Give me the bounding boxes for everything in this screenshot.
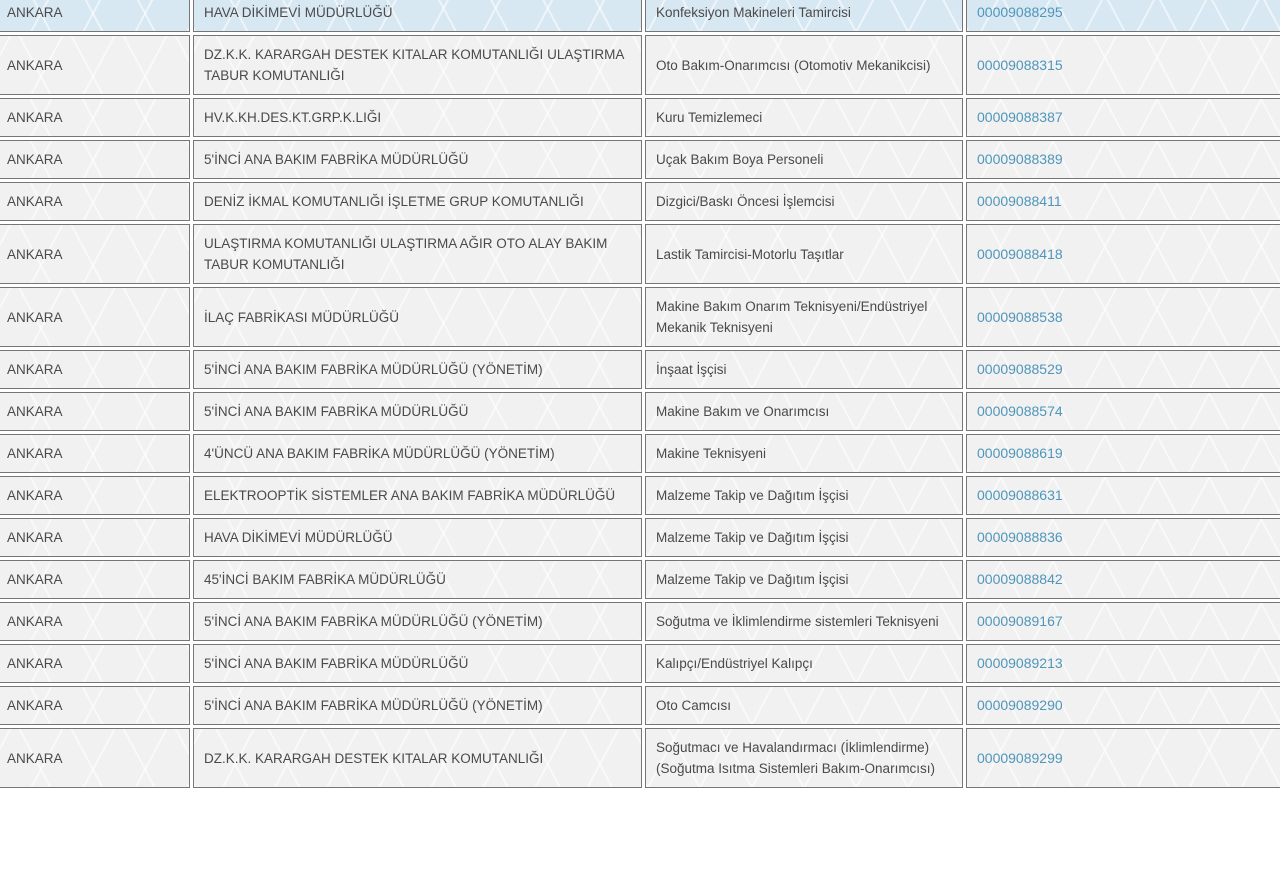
table-row[interactable] <box>0 98 1280 137</box>
city-label: ANKARA <box>7 194 63 209</box>
city-cell <box>0 140 190 179</box>
listing-code-link[interactable]: 00009088842 <box>977 571 1063 587</box>
organization-cell <box>193 182 642 221</box>
organization-label: 5'İNCİ ANA BAKIM FABRİKA MÜDÜRLÜĞÜ <box>204 152 469 167</box>
organization-cell <box>193 224 642 284</box>
table-row[interactable] <box>0 728 1280 788</box>
city-label: ANKARA <box>7 110 63 125</box>
job-title-cell <box>645 434 963 473</box>
job-title-label: Makine Bakım Onarım Teknisyeni/Endüstriyel Mekanik Teknisyeni <box>656 299 928 335</box>
table-row[interactable] <box>0 434 1280 473</box>
listing-code-cell <box>966 140 1280 179</box>
job-title-label: Dizgici/Baskı Öncesi İşlemcisi <box>656 194 835 209</box>
city-label: ANKARA <box>7 530 63 545</box>
organization-label: 5'İNCİ ANA BAKIM FABRİKA MÜDÜRLÜĞÜ (YÖNETİM) <box>204 362 543 377</box>
city-cell <box>0 392 190 431</box>
job-title-label: Oto Bakım-Onarımcısı (Otomotiv Mekanikcisi) <box>656 57 931 73</box>
table-row[interactable] <box>0 224 1280 284</box>
listing-code-cell <box>966 0 1280 32</box>
job-title-label: Malzeme Takip ve Dağıtım İşçisi <box>656 530 849 545</box>
city-label: ANKARA <box>7 698 63 713</box>
job-title-cell <box>645 476 963 515</box>
listing-code-link[interactable]: 00009089290 <box>977 697 1063 713</box>
organization-cell <box>193 728 642 788</box>
listing-code-link[interactable]: 00009088387 <box>977 109 1063 125</box>
listing-code-cell <box>966 182 1280 221</box>
job-title-label: İnşaat İşçisi <box>656 362 727 377</box>
listing-code-link[interactable]: 00009088389 <box>977 151 1063 167</box>
listing-code-cell <box>966 224 1280 284</box>
city-label: ANKARA <box>7 488 63 503</box>
city-label: ANKARA <box>7 656 63 671</box>
organization-label: 5'İNCİ ANA BAKIM FABRİKA MÜDÜRLÜĞÜ (YÖNETİM) <box>204 698 543 713</box>
listing-code-link[interactable]: 00009088295 <box>977 4 1063 20</box>
city-cell <box>0 644 190 683</box>
city-cell <box>0 560 190 599</box>
job-title-cell <box>645 0 963 32</box>
city-cell <box>0 686 190 725</box>
organization-cell <box>193 35 642 95</box>
city-label: ANKARA <box>7 5 63 20</box>
organization-cell <box>193 140 642 179</box>
organization-cell <box>193 392 642 431</box>
listing-code-cell <box>966 350 1280 389</box>
organization-label: DZ.K.K. KARARGAH DESTEK KITALAR KOMUTANLIĞI <box>204 750 544 766</box>
organization-cell <box>193 98 642 137</box>
job-title-cell <box>645 644 963 683</box>
listing-code-link[interactable]: 00009089299 <box>977 749 1063 766</box>
listing-code-cell <box>966 287 1280 347</box>
city-cell <box>0 0 190 32</box>
listing-code-link[interactable]: 00009089167 <box>977 613 1063 629</box>
table-row[interactable] <box>0 35 1280 95</box>
city-label: ANKARA <box>7 362 63 377</box>
job-title-label: Kalıpçı/Endüstriyel Kalıpçı <box>656 656 813 671</box>
table-row[interactable] <box>0 518 1280 557</box>
city-cell <box>0 35 190 95</box>
job-title-label: Soğutmacı ve Havalandırmacı (İklimlendirme)(Soğutma Isıtma Sistemleri Bakım-Onarımcısı) <box>656 740 936 776</box>
city-cell <box>0 224 190 284</box>
organization-cell <box>193 350 642 389</box>
organization-label: İLAÇ FABRİKASI MÜDÜRLÜĞÜ <box>204 309 400 325</box>
table-row[interactable] <box>0 602 1280 641</box>
organization-label: HV.K.KH.DES.KT.GRP.K.LIĞI <box>204 110 382 125</box>
organization-cell <box>193 0 642 32</box>
listing-code-cell <box>966 644 1280 683</box>
table-row[interactable] <box>0 0 1280 32</box>
city-label: ANKARA <box>7 246 63 262</box>
city-label: ANKARA <box>7 750 63 766</box>
table-row[interactable] <box>0 287 1280 347</box>
listing-code-link[interactable]: 00009088538 <box>977 308 1063 325</box>
city-cell <box>0 287 190 347</box>
organization-cell <box>193 560 642 599</box>
city-label: ANKARA <box>7 152 63 167</box>
city-label: ANKARA <box>7 404 63 419</box>
organization-label: 5'İNCİ ANA BAKIM FABRİKA MÜDÜRLÜĞÜ (YÖNETİM) <box>204 614 543 629</box>
table-row[interactable] <box>0 140 1280 179</box>
job-title-cell <box>645 140 963 179</box>
listing-code-link[interactable]: 00009088619 <box>977 445 1063 461</box>
job-title-label: Malzeme Takip ve Dağıtım İşçisi <box>656 488 849 503</box>
listing-code-link[interactable]: 00009088529 <box>977 361 1063 377</box>
organization-label: DENİZ İKMAL KOMUTANLIĞI İŞLETME GRUP KOMUTANLIĞI <box>204 194 584 209</box>
listing-code-link[interactable]: 00009088418 <box>977 245 1063 262</box>
job-title-cell <box>645 224 963 284</box>
organization-label: ULAŞTIRMA KOMUTANLIĞI ULAŞTIRMA AĞIR OTO ALAY BAKIM TABUR KOMUTANLIĞI <box>204 236 608 272</box>
city-label: ANKARA <box>7 57 63 73</box>
job-title-label: Lastik Tamircisi-Motorlu Taşıtlar <box>656 246 844 262</box>
city-cell <box>0 518 190 557</box>
city-cell <box>0 476 190 515</box>
listing-code-link[interactable]: 00009088631 <box>977 487 1063 503</box>
city-cell <box>0 602 190 641</box>
city-label: ANKARA <box>7 614 63 629</box>
listing-code-cell <box>966 35 1280 95</box>
table-row[interactable] <box>0 350 1280 389</box>
city-cell <box>0 728 190 788</box>
job-title-cell <box>645 602 963 641</box>
organization-cell <box>193 686 642 725</box>
job-title-label: Malzeme Takip ve Dağıtım İşçisi <box>656 572 849 587</box>
listing-code-cell <box>966 728 1280 788</box>
city-label: ANKARA <box>7 572 63 587</box>
organization-label: 5'İNCİ ANA BAKIM FABRİKA MÜDÜRLÜĞÜ <box>204 404 469 419</box>
organization-cell <box>193 644 642 683</box>
job-title-cell <box>645 287 963 347</box>
listing-code-cell <box>966 686 1280 725</box>
job-title-cell <box>645 98 963 137</box>
city-cell <box>0 98 190 137</box>
table-row[interactable] <box>0 392 1280 431</box>
job-title-cell <box>645 35 963 95</box>
organization-label: HAVA DİKİMEVİ MÜDÜRLÜĞÜ <box>204 530 393 545</box>
organization-cell <box>193 287 642 347</box>
organization-cell <box>193 434 642 473</box>
listing-code-cell <box>966 434 1280 473</box>
job-title-label: Kuru Temizlemeci <box>656 110 763 125</box>
table-row[interactable] <box>0 560 1280 599</box>
job-title-cell <box>645 686 963 725</box>
listing-code-cell <box>966 98 1280 137</box>
city-cell <box>0 434 190 473</box>
city-label: ANKARA <box>7 446 63 461</box>
organization-label: 5'İNCİ ANA BAKIM FABRİKA MÜDÜRLÜĞÜ <box>204 656 469 671</box>
listing-code-cell <box>966 392 1280 431</box>
city-cell <box>0 182 190 221</box>
table-row[interactable] <box>0 644 1280 683</box>
job-title-label: Soğutma ve İklimlendirme sistemleri Teknisyeni <box>656 614 939 629</box>
organization-label: HAVA DİKİMEVİ MÜDÜRLÜĞÜ <box>204 5 393 20</box>
city-label: ANKARA <box>7 309 63 325</box>
organization-label: ELEKTROOPTİK SİSTEMLER ANA BAKIM FABRİKA MÜDÜRLÜĞÜ <box>204 488 616 503</box>
job-title-cell <box>645 392 963 431</box>
job-title-label: Makine Bakım ve Onarımcısı <box>656 404 830 419</box>
job-title-cell <box>645 182 963 221</box>
organization-label: DZ.K.K. KARARGAH DESTEK KITALAR KOMUTANLIĞI ULAŞTIRMA TABUR KOMUTANLIĞI <box>204 47 624 83</box>
table-row[interactable] <box>0 182 1280 221</box>
listing-code-cell <box>966 602 1280 641</box>
job-title-cell <box>645 518 963 557</box>
job-title-label: Konfeksiyon Makineleri Tamircisi <box>656 5 851 20</box>
city-cell <box>0 350 190 389</box>
job-title-label: Uçak Bakım Boya Personeli <box>656 152 824 167</box>
table-row[interactable] <box>0 686 1280 725</box>
listing-code-link[interactable]: 00009088315 <box>977 56 1063 73</box>
listing-code-link[interactable]: 00009088574 <box>977 403 1063 419</box>
organization-cell <box>193 602 642 641</box>
listing-code-cell <box>966 560 1280 599</box>
organization-cell <box>193 518 642 557</box>
listing-code-link[interactable]: 00009088836 <box>977 529 1063 545</box>
listing-code-link[interactable]: 00009088411 <box>977 193 1062 209</box>
listing-code-cell <box>966 518 1280 557</box>
job-title-cell <box>645 728 963 788</box>
listing-code-cell <box>966 476 1280 515</box>
organization-cell <box>193 476 642 515</box>
job-title-label: Oto Camcısı <box>656 698 732 713</box>
organization-label: 4'ÜNCÜ ANA BAKIM FABRİKA MÜDÜRLÜĞÜ (YÖNETİM) <box>204 446 555 461</box>
job-title-cell <box>645 560 963 599</box>
table-row[interactable] <box>0 476 1280 515</box>
job-title-label: Makine Teknisyeni <box>656 446 767 461</box>
organization-label: 45'İNCİ BAKIM FABRİKA MÜDÜRLÜĞÜ <box>204 572 446 587</box>
listing-code-link[interactable]: 00009089213 <box>977 655 1063 671</box>
job-title-cell <box>645 350 963 389</box>
